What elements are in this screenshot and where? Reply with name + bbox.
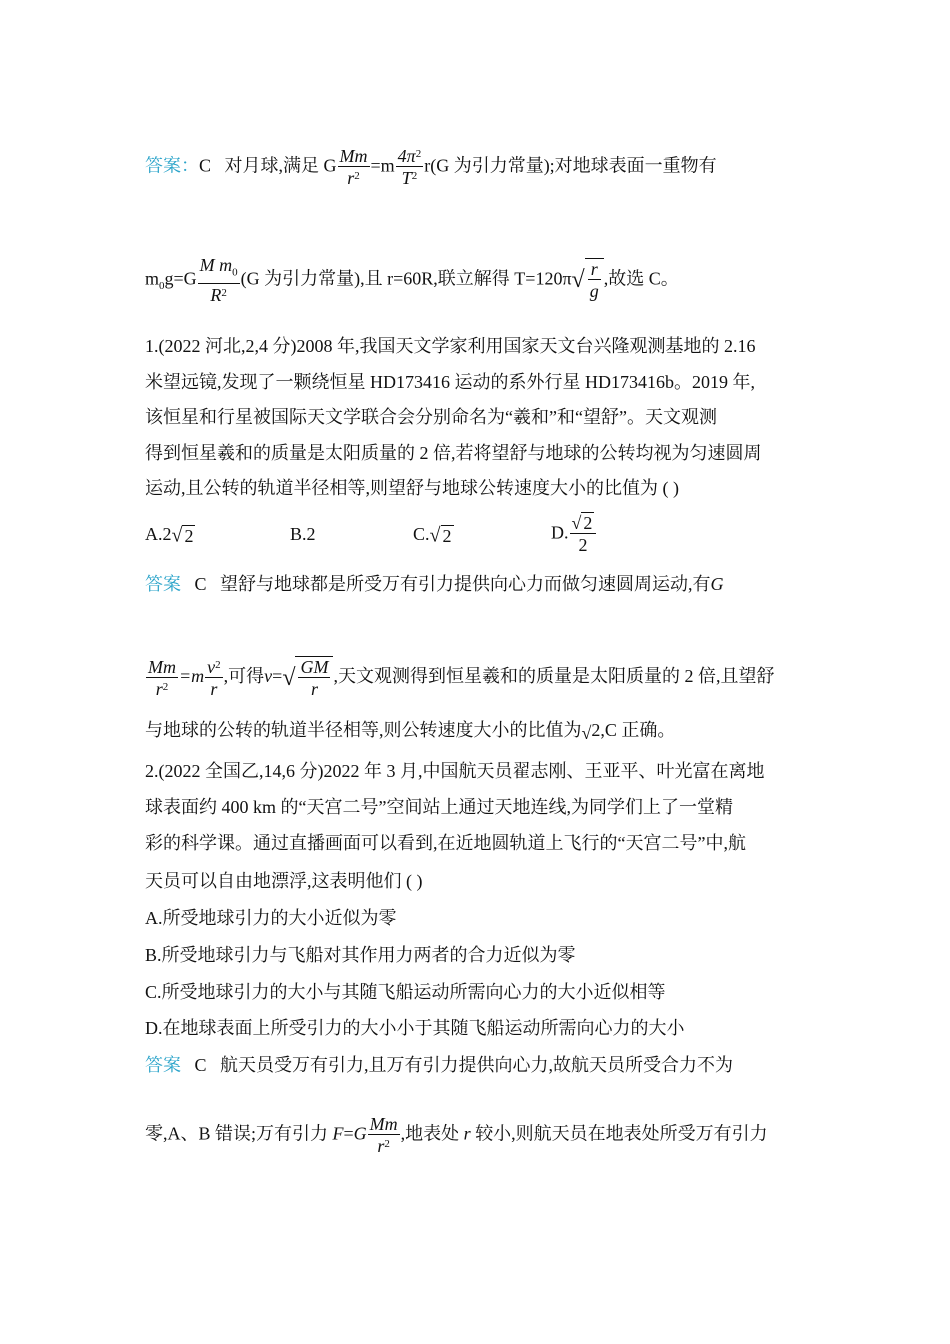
question2-option-c[interactable]: C.所受地球引力的大小与其随飞船运动所需向心力的大小近似相等 (145, 982, 666, 1002)
question1-option-b[interactable]: B.2 (290, 524, 316, 544)
answer2-line3: 与地球的公转的轨道半径相等,则公转速度大小的比值为√2,C 正确。 (145, 720, 676, 743)
answer-sep: ： (181, 155, 199, 176)
answer1-line2: $m_0g=G$ $\frac{M m_0}{R^2}$ (G 为引力常量),且 r=60R,联立解得 T=120π√ $\frac{r}{g}$ ,故选 C。 (145, 255, 679, 305)
question1-line2: 米望远镜,发现了一颗绕恒星 HD173416 运动的系外行星 HD173416b。2019 年, (145, 372, 755, 392)
answer-label: 答案 (145, 574, 181, 594)
answer1-text1: 对月球,满足 G (224, 155, 337, 176)
answer3-line1: 答案 C 航天员受万有引力,且万有引力提供向心力,故航天员所受合力不为 (145, 1055, 734, 1075)
question2-option-b[interactable]: B.所受地球引力与飞船对其作用力两者的合力近似为零 (145, 945, 576, 965)
question2-line2: 球表面约 400 km 的“天宫二号”空间站上通过天地连线,为同学们上了一堂精 (145, 797, 733, 817)
answer3-line2: 零,A、B 错误;万有引力 F=G $\frac{Mm}{r^2}$ ,地表处 r 较小,则航天员在地表处所受万有引力 (145, 1114, 768, 1156)
question1-line4: 得到恒星羲和的质量是太阳质量的 2 倍,若将望舒与地球的公转均视为匀速圆周 (145, 443, 762, 463)
answer1-text4: ,故选 C。 (603, 268, 679, 289)
answer1-line1: 答案：C 对月球,满足 G $\frac{Mm}{r^2}$ =m $\frac{4\pi^2}{T^2}$ r(G 为引力常量);对地球表面一重物有 (145, 146, 717, 188)
question1-option-d[interactable]: D. $\frac{√ 2}{2}$ (551, 510, 597, 556)
fraction-v2-r: $\frac{v^2}{r}$ (207, 656, 221, 699)
question1-option-a[interactable]: A.2√ 2 (145, 524, 194, 547)
sqrt-icon: √ (581, 722, 592, 743)
fraction-Mm0-R2: $\frac{M m_0}{R^2}$ (199, 255, 238, 305)
question1-option-c[interactable]: C.√ 2 (413, 524, 452, 547)
answer-label: 答案 (145, 155, 181, 176)
sqrt-GM-over-r: √ $\frac{GM}{r}$ (282, 656, 333, 700)
question1-line5: 运动,且公转的轨道半径相等,则望舒与地球公转速度大小的比值为 ( ) (145, 478, 679, 498)
question2-option-d[interactable]: D.在地球表面上所受引力的大小小于其随飞船运动所需向心力的大小 (145, 1018, 685, 1038)
question2-line3: 彩的科学课。通过直播画面可以看到,在近地圆轨道上飞行的“天宫二号”中,航 (145, 833, 746, 853)
answer1-text2: r(G 为引力常量);对地球表面一重物有 (424, 155, 717, 176)
sqrt-icon: √ 2 (571, 512, 593, 534)
fraction-Mm-r2: $\frac{Mm}{r^2}$ (148, 656, 176, 699)
fraction-Mm-r2: $\frac{Mm}{r^2}$ (339, 146, 368, 188)
answer-label: 答案 (145, 1055, 181, 1075)
sqrt-icon: √ 2 (429, 524, 452, 547)
question1-line3: 该恒星和行星被国际天文学联合会分别命名为“羲和”和“望舒”。天文观测 (145, 407, 717, 427)
sqrt-r-over-g: √ $\frac{r}{g}$ (572, 258, 604, 302)
fraction-Mm-r2: $\frac{Mm}{r^2}$ (369, 1114, 398, 1156)
answer1-text3: (G 为引力常量),且 r=60R,联立解得 T=120π (240, 268, 572, 289)
answer-choice: C (199, 155, 212, 176)
question2-line1: 2.(2022 全国乙,14,6 分)2022 年 3 月,中国航天员翟志刚、王亚平、叶光富在离地 (145, 761, 765, 781)
question1-line1: 1.(2022 河北,2,4 分)2008 年,我国天文学家利用国家天文台兴隆观测基地的 2.16 (145, 336, 756, 356)
question2-option-a[interactable]: A.所受地球引力的大小近似为零 (145, 908, 397, 928)
answer2-line2: $\frac{Mm}{r^2}$ =m $\frac{v^2}{r}$ ,可得v=√ $\frac{GM}{r}$ ,天文观测得到恒星羲和的质量是太阳质量的 2 倍,且望舒 (148, 656, 775, 699)
answer2-line1: 答案 C 望舒与地球都是所受万有引力提供向心力而做匀速圆周运动,有G (145, 574, 724, 594)
sqrt-icon: √ 2 (171, 524, 194, 547)
question2-line4: 天员可以自由地漂浮,这表明他们 ( ) (145, 871, 423, 891)
fraction-4pi2-T2: $\frac{4\pi^2}{T^2}$ (397, 146, 422, 188)
